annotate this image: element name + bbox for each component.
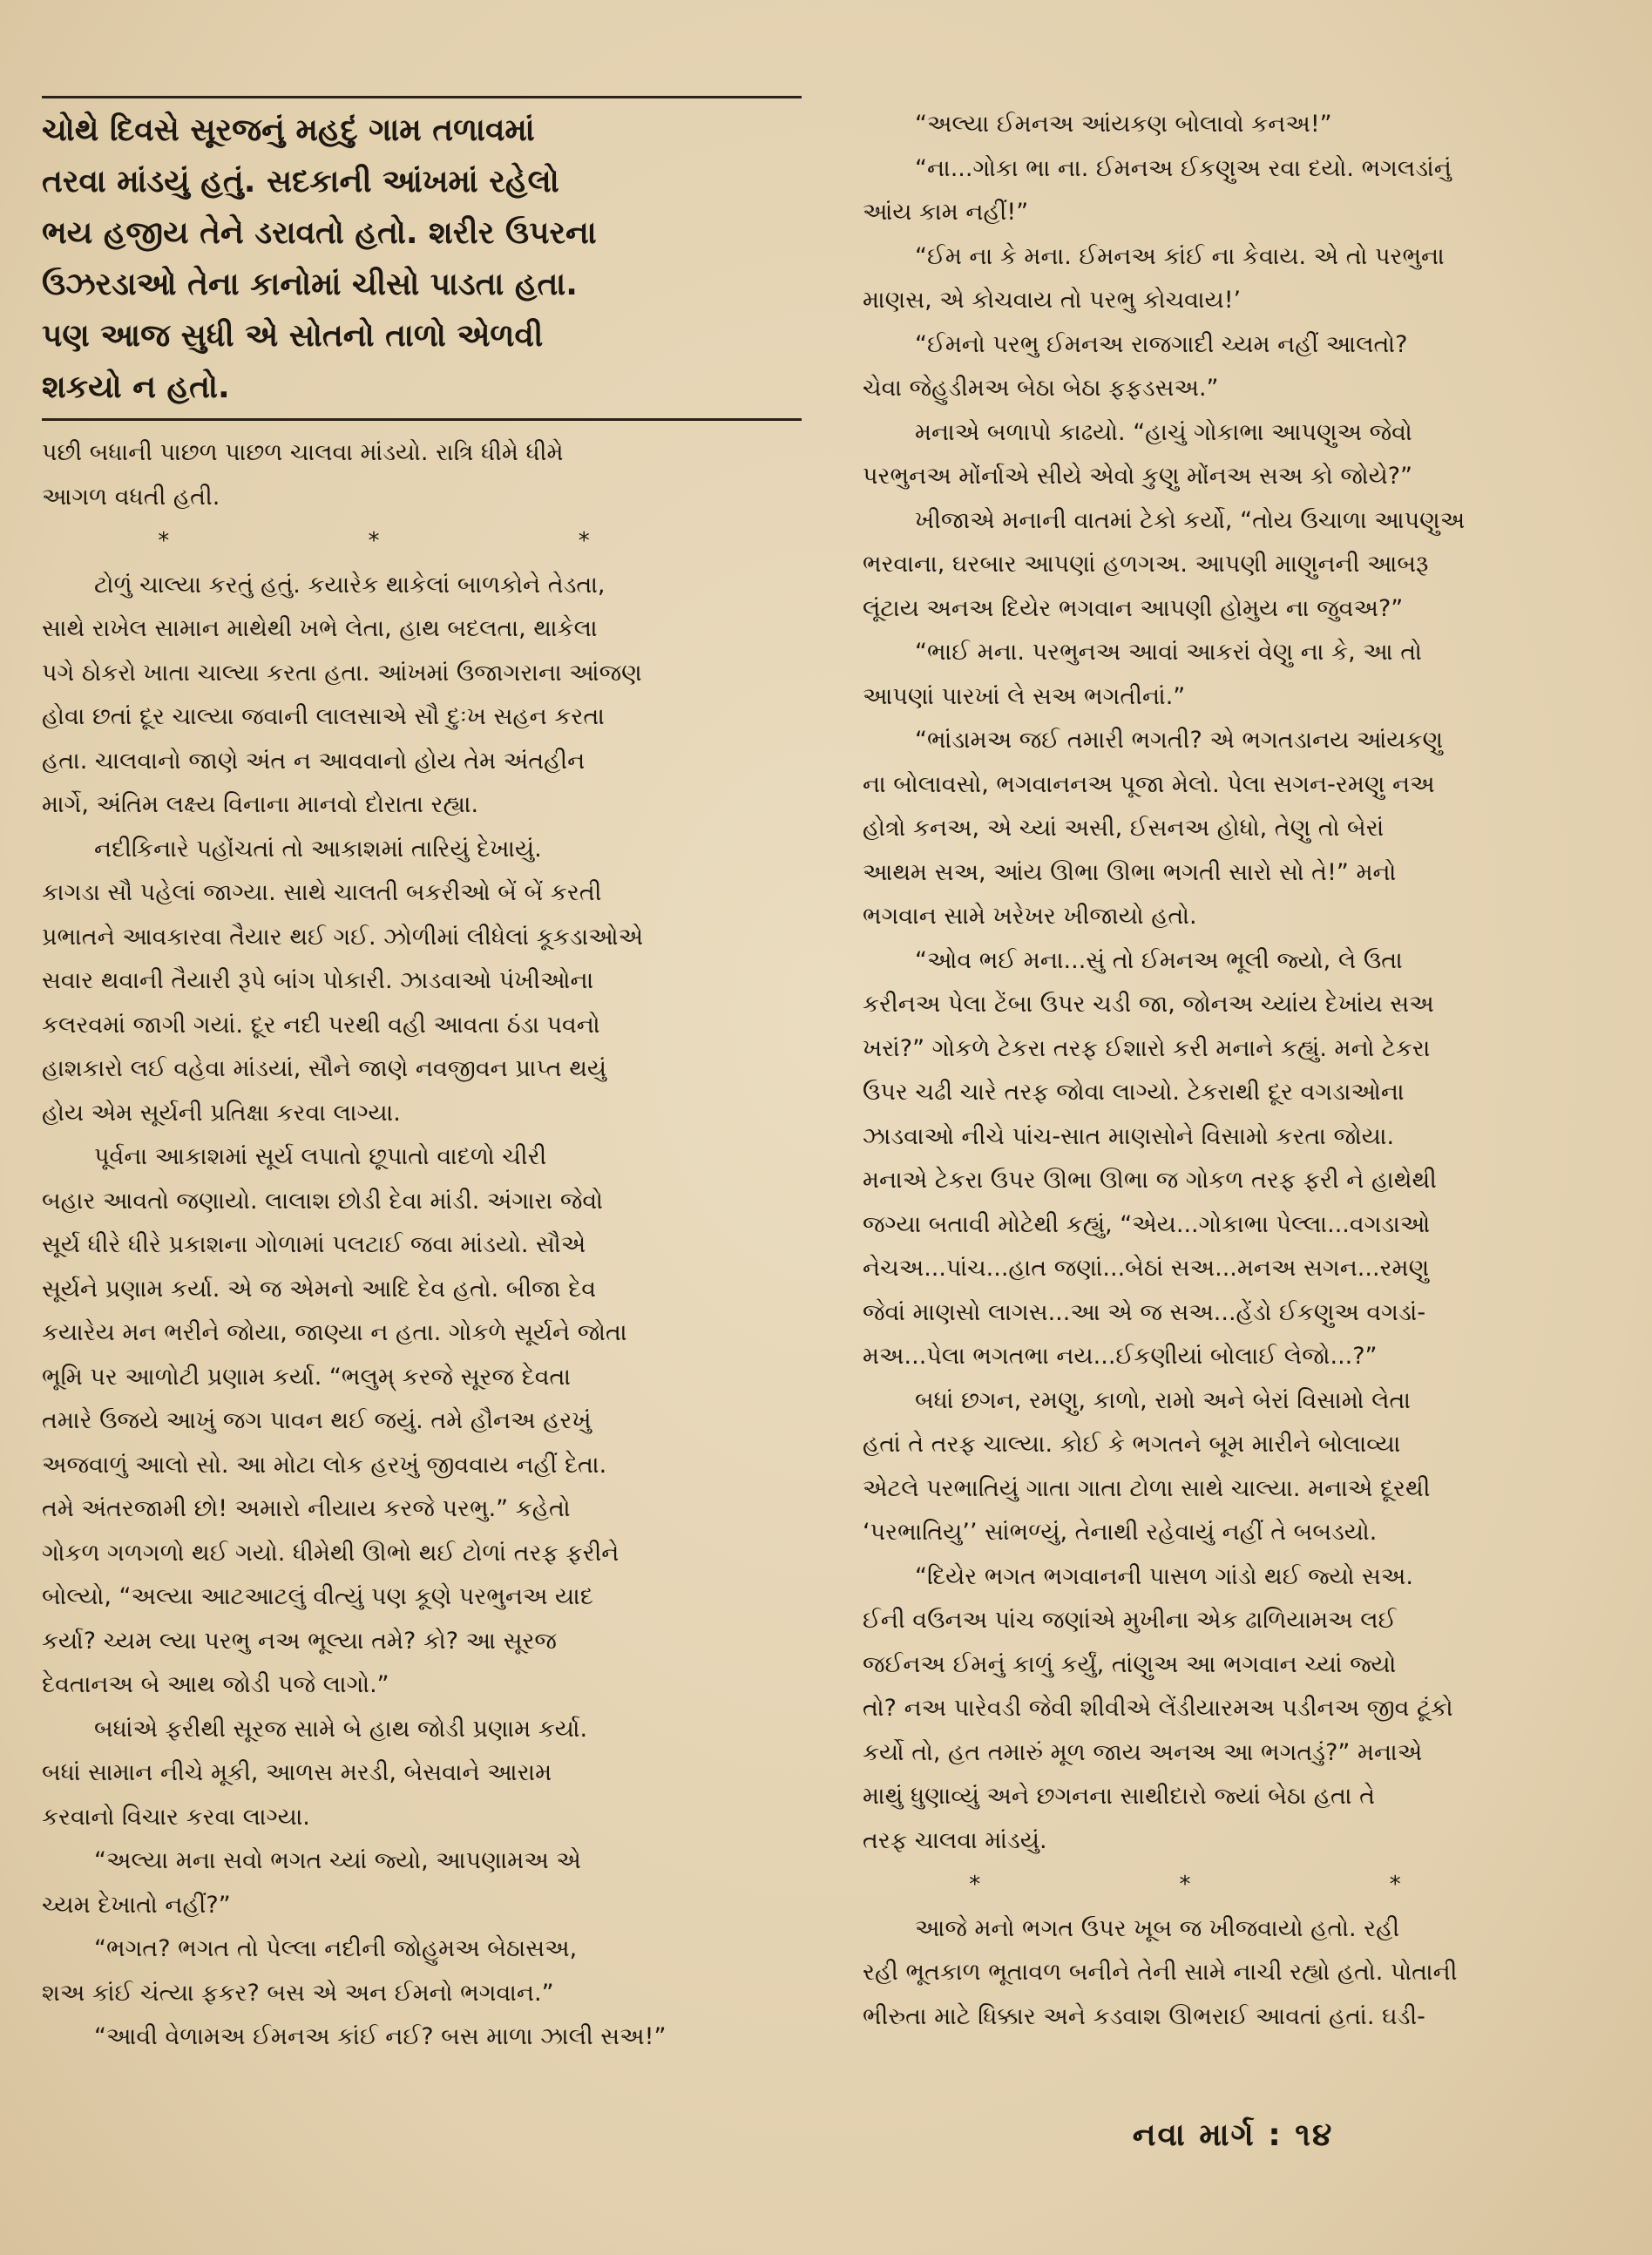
text-line: આજે મનો ભગત ઉપર ખૂબ જ ખીજવાયો હતો. રહી xyxy=(915,1914,1400,1942)
text-line: ચેવા જેહુડીમઅ બેઠા બેઠા ફફડસઅ.” xyxy=(863,375,1219,402)
text-line: ભરવાના, ઘરબાર આપણાં હળગઅ. આપણી માણુનની આબરૂ xyxy=(863,551,1429,578)
text-line: અજવાળું આલો સો. આ મોટા લોક હરખું જીવવાય નહીં દેતા. xyxy=(42,1451,607,1479)
text-line: “અલ્યા મના સવો ભગત ચ્યાં જ્યો, આપણામઅ એ xyxy=(94,1847,581,1874)
section-break: * * * xyxy=(969,1872,1497,1898)
text-line: ગોકળ ગળગળો થઈ ગયો. ધીમેથી ઊભો થઈ ટોળાં તરફ ફરીને xyxy=(42,1539,620,1567)
text-line: બોલ્યો, “અલ્યા આટઆટલું વીત્યું પણ કૂણે પરભુનઅ યાદ xyxy=(42,1583,593,1610)
text-line: “ભાંડામઅ જઈ તમારી ભગતી? એ ભગતડાનય આંયકણુ xyxy=(915,727,1444,754)
text-line: ‘પરભાતિયુ’’ સાંભળ્યું, તેનાથી રહેવાયું નહીં તે બબડયો. xyxy=(863,1519,1378,1546)
text-line: મનાએ બળાપો કાઢયો. “હાચું ગોકાભા આપણુઅ જેવો xyxy=(915,418,1412,446)
text-line: હોવા છતાં દૂર ચાલ્યા જવાની લાલસાએ સૌ દુઃખ સહન કરતા xyxy=(42,703,605,730)
text-line: “ભગત? ભગત તો પેલ્લા નદીની જોહુમઅ બેઠાસઅ, xyxy=(94,1935,578,1962)
text-line: હોત્રો કનઅ, એ ચ્યાં અસી, ઈસનઅ હોધો, તેણુ તો બેરાં xyxy=(863,815,1385,842)
text-line: કયારેય મન ભરીને જોયા, જાણ્યા ન હતા. ગોકળે સૂર્યને જોતા xyxy=(42,1319,627,1346)
right-column-text xyxy=(863,103,1603,2039)
text-line: બધાં છગન, રમણુ, કાળો, રામો અને બેરાં વિસામો લેતા xyxy=(915,1386,1412,1414)
text-line: ખીજાએ મનાની વાતમાં ટેકો કર્યો, “તોય ઉચાળા આપણુઅ xyxy=(915,506,1466,534)
text-line: કરવાનો વિચાર કરવા લાગ્યા. xyxy=(42,1803,310,1831)
text-line: કર્યા? ચ્યમ લ્યા પરભુ નઅ ભૂલ્યા તમે? કો? આ સૂરજ xyxy=(42,1627,557,1655)
text-line: સૂર્યને પ્રણામ કર્યા. એ જ એમનો આદિ દેવ હતો. બીજા દેવ xyxy=(42,1275,597,1303)
text-line: હતાં તે તરફ ચાલ્યા. કોઈ કે ભગતને બૂમ મારીને બોલાવ્યા xyxy=(863,1431,1401,1458)
text-line: “આવી વેળામઅ ઈમનઅ કાંઈ નઈ? બસ માળા ઝાલી સઅ!” xyxy=(94,2023,667,2050)
text-line: જઈનઅ ઈમનું કાળું કર્યું, તાંણુઅ આ ભગવાન ચ્યાં જ્યો xyxy=(863,1650,1397,1678)
lead-paragraph xyxy=(42,105,802,413)
text-line: માર્ગે, અંતિમ લક્ષ્ય વિનાના માનવો દોરાતા રહ્યા. xyxy=(42,791,479,818)
text-line: પરભુનઅ મોંર્નાએ સીયે એવો કુણુ મોંનઅ સઅ કો જોયે?” xyxy=(863,463,1413,490)
lead-line: ઉઝરડાઓ તેના કાનોમાં ચીસો પાડતા હતા. xyxy=(42,267,578,302)
text-line: મનાએ ટેકરા ઉપર ઊભા ઊભા જ ગોકળ તરફ ફરી ને હાથેથી xyxy=(863,1167,1437,1194)
text-line: કરીનઅ પેલા ટેંબા ઉપર ચડી જા, જોનઅ ચ્યાંય દેખાંય સઅ xyxy=(863,991,1434,1018)
left-column-text xyxy=(42,431,802,2060)
lead-line: પણ આજ સુધી એ સોતનો તાળો એળવી xyxy=(42,318,544,354)
text-line: ચ્યમ દેખાતો નહીં?” xyxy=(42,1891,231,1919)
text-line: પૂર્વના આકાશમાં સૂર્ય લપાતો છૂપાતો વાદળો ચીરી xyxy=(94,1143,547,1170)
text-line: આંય કામ નહીં!” xyxy=(863,199,1029,226)
text-line: “ઈમનો પરભુ ઈમનઅ રાજગાદી ચ્યમ નહીં આલતો? xyxy=(915,330,1408,358)
text-line: બધાં સામાન નીચે મૂકી, આળસ મરડી, બેસવાને આરામ xyxy=(42,1759,552,1786)
text-line: ઝાડવાઓ નીચે પાંચ-સાત માણસોને વિસામો કરતા જોયા. xyxy=(863,1122,1395,1150)
text-line: જગ્યા બતાવી મોટેથી કહ્યું, “એય...ગોકાભા પેલ્લા...વગડાઓ xyxy=(863,1210,1431,1238)
text-line: પગે ઠોકરો ખાતા ચાલ્યા કરતા હતા. આંખમાં ઉજાગરાના આંજણ xyxy=(42,659,642,687)
text-line: ઈની વઉનઅ પાંચ જણાંએ મુખીના એક ઢાળિયામઅ લઈ xyxy=(863,1607,1397,1634)
text-line: દેવતાનઅ બે આથ જોડી પજે લાગો.” xyxy=(42,1671,389,1698)
text-line: “ઈમ ના કે મના. ઈમનઅ કાંઈ ના કેવાય. એ તો પરભુના xyxy=(915,242,1445,270)
text-line: ભગવાન સામે ખરેખર ખીજાયો હતો. xyxy=(863,903,1197,930)
page-footer: નવા માર્ગ : ૧૪ xyxy=(1132,2117,1334,2153)
lead-line: ભય હજીય તેને ડરાવતો હતો. શરીર ઉપરના xyxy=(42,215,597,251)
text-line: લૂંટાય અનઅ દિયેર ભગવાન આપણી હોમુય ના જુવઅ?” xyxy=(863,594,1404,622)
text-line: જેવાં માણસો લાગસ...આ એ જ સઅ...હેંડો ઈકણુઅ વગડાં- xyxy=(863,1298,1426,1326)
text-line: ટોળું ચાલ્યા કરતું હતું. કયારેક થાકેલાં બાળકોને તેડતા, xyxy=(94,571,606,599)
text-line: હાશકારો લઈ વહેવા માંડયાં, સૌને જાણે નવજીવન પ્રાપ્ત થયું xyxy=(42,1055,607,1082)
text-line: “દિયેર ભગત ભગવાનની પાસળ ગાંડો થઈ જ્યો સઅ. xyxy=(915,1562,1413,1590)
text-line: “ઓવ ભઈ મના...સું તો ઈમનઅ ભૂલી જ્યો, લે ઉતા xyxy=(915,946,1403,974)
text-line: તરફ ચાલવા માંડયું. xyxy=(863,1826,1047,1854)
text-line: ભીરુતા માટે ધિક્કાર અને કડવાશ ઊભરાઈ આવતાં હતાં. ઘડી- xyxy=(863,2002,1425,2030)
lead-line: ચોથે દિવસે સૂરજનું મહદું ગામ તળાવમાં xyxy=(42,112,535,148)
text-line: શઅ કાંઈ ચંત્યા ફકર? બસ એ અન ઈમનો ભગવાન.” xyxy=(42,1979,554,2007)
text-line: હતા. ચાલવાનો જાણે અંત ન આવવાનો હોય તેમ અંતહીન xyxy=(42,747,586,775)
text-line: પ્રભાતને આવકારવા તૈયાર થઈ ગઈ. ઝોળીમાં લીધેલાં કૂકડાઓએ xyxy=(42,923,644,951)
text-line: બધાંએ ફરીથી સૂરજ સામે બે હાથ જોડી પ્રણામ કર્યા. xyxy=(94,1715,588,1743)
section-break: * * * xyxy=(158,528,686,554)
text-line: આથમ સઅ, આંય ઊભા ઊભા ભગતી સારો સો તે!” મનો xyxy=(863,858,1397,886)
text-line: સવાર થવાની તૈયારી રૂપે બાંગ પોકારી. ઝાડવાઓ પંખીઓના xyxy=(42,967,594,994)
text-line: તમારે ઉજયે આખું જગ પાવન થઈ જયું. તમે હૌનઅ હરખું xyxy=(42,1407,592,1434)
text-line: નેચઅ...પાંચ...હાત જણાં...બેઠાં સઅ...મનઅ સગન...રમણુ xyxy=(863,1255,1430,1282)
text-line: માથું ધુણાવ્યું અને છગનના સાથીદારો જ્યાં બેઠા હતા તે xyxy=(863,1783,1376,1810)
text-line: માણસ, એ કોચવાય તો પરભુ કોચવાય!’ xyxy=(863,287,1242,314)
text-line: સૂર્ય ધીરે ધીરે પ્રકાશના ગોળામાં પલટાઈ જવા માંડયો. સૌએ xyxy=(42,1231,586,1258)
text-line: નદીકિનારે પહોંચતાં તો આકાશમાં તારિયું દેખાયું. xyxy=(94,835,542,863)
text-line: આગળ વધતી હતી. xyxy=(42,483,220,511)
lead-line: શકયો ન હતો. xyxy=(42,369,230,405)
text-line: સાથે રાખેલ સામાન માથેથી ખભે લેતા, હાથ બદલતા, થાકેલા xyxy=(42,615,598,642)
text-line: તો? નઅ પારેવડી જેવી શીવીએ લેંડીયારમઅ પડીનઅ જીવ ટૂંકો xyxy=(863,1695,1453,1722)
text-line: કાગડા સૌ પહેલાં જાગ્યા. સાથે ચાલતી બકરીઓ બેં બેં કરતી xyxy=(42,879,602,906)
text-line: એટલે પરભાતિયું ગાતા ગાતા ટોળા સાથે ચાલ્યા. મનાએ દૂરથી xyxy=(863,1474,1431,1502)
text-line: ખરાં?” ગોકળે ટેકરા તરફ ઈશારો કરી મનાને કહ્યું. મનો ટેકરા xyxy=(863,1034,1431,1062)
text-line: પછી બધાની પાછળ પાછળ ચાલવા માંડયો. રાત્રિ ધીમે ધીમે xyxy=(42,439,564,466)
text-line: હોય એમ સૂર્યની પ્રતિક્ષા કરવા લાગ્યા. xyxy=(42,1099,401,1127)
text-line: ના બોલાવસો, ભગવાનનઅ પૂજા મેલો. પેલા સગન-રમણુ નઅ xyxy=(863,770,1435,798)
lead-top-rule xyxy=(42,96,802,98)
text-line: કર્યો તો, હત તમારું મૂળ જાય અનઅ આ ભગતડું?” મનાએ xyxy=(863,1738,1423,1766)
lead-line: તરવા માંડયું હતું. સદકાની આંખમાં રહેલો xyxy=(42,164,559,200)
text-line: “ભાઈ મના. પરભુનઅ આવાં આકરાં વેણુ ના કે, આ તો xyxy=(915,639,1422,666)
text-line: તમે અંતરજામી છો! અમારો નીયાય કરજે પરભુ.” કહેતો xyxy=(42,1495,571,1522)
text-line: બહાર આવતો જણાયો. લાલાશ છોડી દેવા માંડી. અંગારા જેવો xyxy=(42,1187,603,1215)
text-line: મઅ...પેલા ભગતભા નય...ઈકણીયાં બોલાઈ લેજો...?” xyxy=(863,1343,1378,1370)
text-line: કલરવમાં જાગી ગયાં. દૂર નદી પરથી વહી આવતા ઠંડા પવનો xyxy=(42,1011,600,1039)
text-line: રહી ભૂતકાળ ભૂતાવળ બનીને તેની સામે નાચી રહ્યો હતો. પોતાની xyxy=(863,1959,1458,1986)
text-line: ભૂમિ પર આળોટી પ્રણામ કર્યા. “ભલુમ્ કરજે સૂરજ દેવતા xyxy=(42,1363,572,1391)
text-line: “અલ્યા ઈમનઅ આંયકણ બોલાવો કનઅ!” xyxy=(915,111,1332,138)
lead-bottom-rule xyxy=(42,418,802,421)
text-line: ઉપર ચઢી ચારે તરફ જોવા લાગ્યો. ટેકરાથી દૂર વગડાઓના xyxy=(863,1079,1405,1106)
text-line: “ના...ગોકા ભા ના. ઈમનઅ ઈકણુઅ રવા દયો. ભગલડાંનું xyxy=(915,154,1452,182)
text-line: આપણાં પારખાં લે સઅ ભગતીનાં.” xyxy=(863,682,1186,710)
